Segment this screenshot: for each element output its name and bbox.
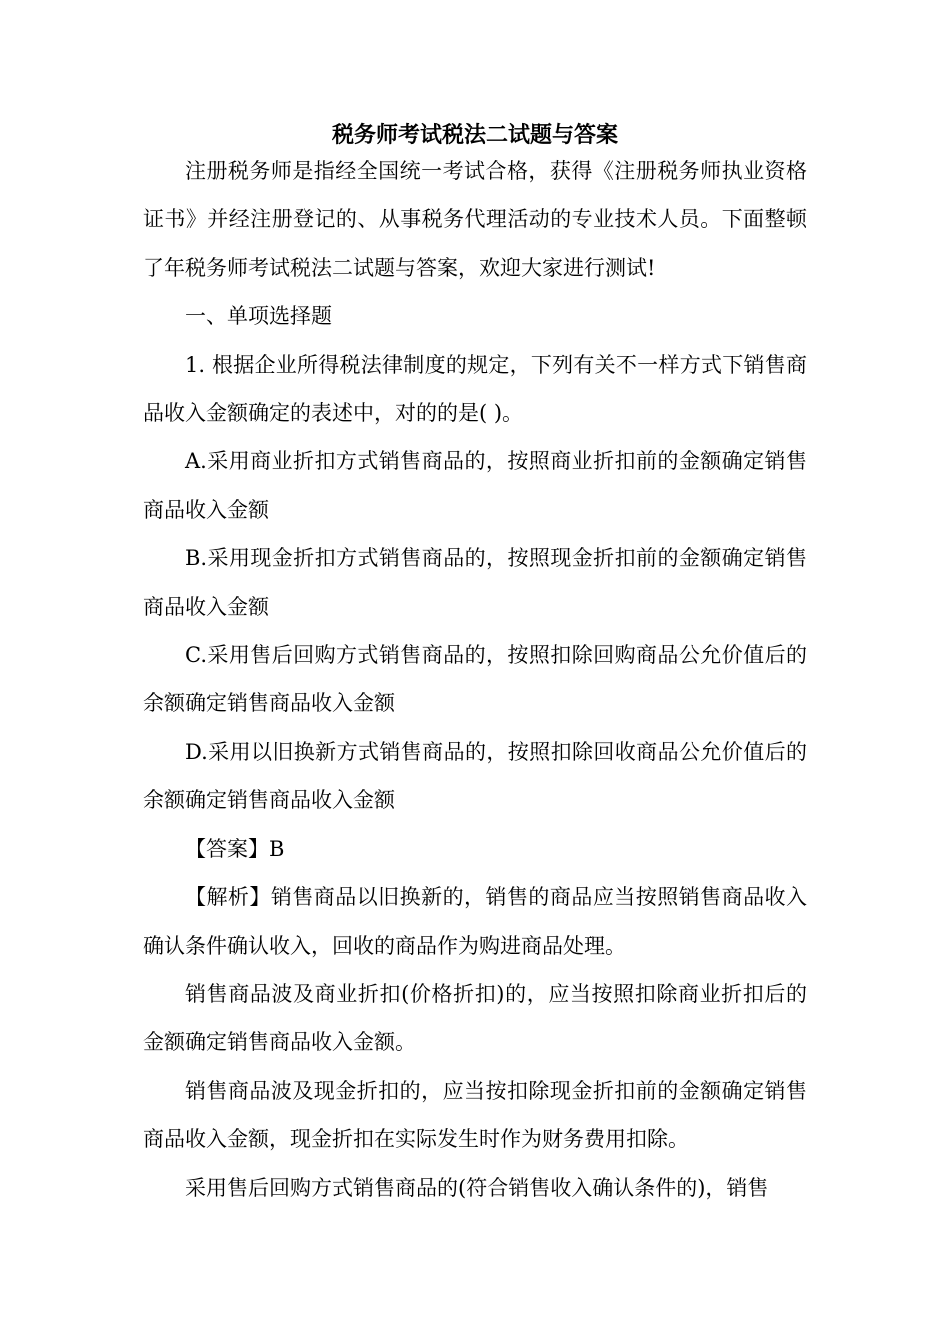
document-title: 税务师考试税法二试题与答案	[331, 122, 618, 148]
option-a: A.采用商业折扣方式销售商品的，按照商业折扣前的金额确定销售商品收入金额	[143, 449, 807, 522]
section-heading: 一、单项选择题	[185, 304, 332, 329]
answer-line: 【答案】B	[185, 836, 285, 861]
option-d: D.采用以旧换新方式销售商品的，按照扣除回收商品公允价值后的余额确定销售商品收入金额	[143, 739, 807, 813]
explanation-paragraph: 销售商品波及现金折扣的，应当按扣除现金折扣前的金额确定销售商品收入金额，现金折扣在实际发生时作为财务费用扣除。	[143, 1078, 807, 1152]
explanation-paragraph: 【解析】销售商品以旧换新的，销售的商品应当按照销售商品收入确认条件确认收入，回收的商品作为购进商品处理。	[143, 885, 807, 958]
option-c: C.采用售后回购方式销售商品的，按照扣除回购商品公允价值后的余额确定销售商品收入金额	[143, 643, 807, 716]
option-b: B.采用现金折扣方式销售商品的，按照现金折扣前的金额确定销售商品收入金额	[143, 546, 807, 619]
explanation-paragraph: 销售商品波及商业折扣(价格折扣)的，应当按照扣除商业折扣后的金额确定销售商品收入金额。	[143, 981, 807, 1055]
intro-paragraph: 注册税务师是指经全国统一考试合格，获得《注册税务师执业资格证书》并经注册登记的、从事税务代理活动的专业技术人员。下面整顿了年税务师考试税法二试题与答案，欢迎大家进行测试!	[143, 159, 807, 280]
explanation-paragraph: 采用售后回购方式销售商品的(符合销售收入确认条件的)，销售	[185, 1175, 769, 1200]
question-stem: 1. 根据企业所得税法律制度的规定，下列有关不一样方式下销售商品收入金额确定的表述中，对的的是( )。	[143, 352, 807, 426]
document-body	[143, 147, 807, 1212]
